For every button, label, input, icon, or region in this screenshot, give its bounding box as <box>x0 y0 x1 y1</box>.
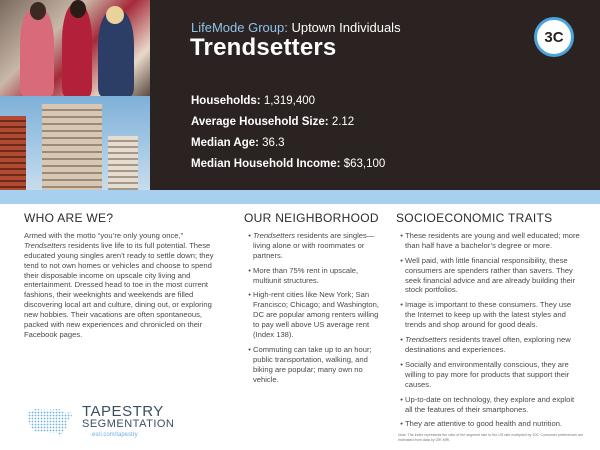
shoppers-photo <box>0 0 150 96</box>
list-item: • Socially and environmentally conscious, they are willing to pay more for products that support their causes. <box>405 360 582 390</box>
stat-median-age: Median Age: 36.3 <box>191 137 285 149</box>
list-item: • They are attentive to good health and nutrition. <box>405 419 582 429</box>
us-map-icon <box>25 405 75 439</box>
group-prefix: LifeMode Group: <box>191 20 292 35</box>
logo-line-1: TAPESTRY <box>82 403 164 420</box>
group-name: Uptown Individuals <box>291 20 401 35</box>
segment-code-badge: 3C <box>534 17 574 57</box>
stat-median-income: Median Household Income: $63,100 <box>191 158 386 170</box>
list-item: • Trendsetters residents travel often, exploring new destinations and experiences. <box>405 335 582 355</box>
who-are-we-section <box>24 211 222 340</box>
list-item: • Up-to-date on technology, they explore and exploit all the features of their smartphones. <box>405 395 582 415</box>
list-item: • Commuting can take up to an hour; public transportation, walking, and biking are popular; many own no vehicle. <box>253 345 379 385</box>
list-item: • High-rent cities like New York; San Francisco; Chicago; and Washington, DC are popular among renters willing to pay well above US average rent (Index 138). <box>253 290 379 340</box>
page-title: Trendsetters <box>190 34 337 61</box>
list-item: • Well paid, with little financial responsibility, these consumers are spenders rather than savers. They seek financial advice and are already building their stock portfolios. <box>405 256 582 296</box>
footnote: Note: The index represents the ratio of the segment rate to the US rate multiplied by 100. Consumer preferences are estimated from data by GfK MRI. <box>398 433 584 442</box>
logo-url[interactable]: esri.com/tapestry <box>92 432 138 438</box>
list-item: • These residents are young and well educated; more than half have a bachelor’s degree or more. <box>405 231 582 251</box>
who-heading: WHO ARE WE? <box>24 211 114 225</box>
socio-heading: SOCIOECONOMIC TRAITS <box>396 211 553 225</box>
list-item: • Image is important to these consumers. They use the Internet to keep up with the latest styles and trends and shop around for good deals. <box>405 300 582 330</box>
list-item: • Trendsetters residents are singles—living alone or with roommates or partners. <box>253 231 379 261</box>
highrise-photo <box>0 96 150 190</box>
divider-band <box>0 190 600 204</box>
socioeconomic-section <box>396 211 582 434</box>
stat-household-size: Average Household Size: 2.12 <box>191 116 355 128</box>
who-body: Armed with the motto “you’re only young once,” Trendsetters residents live life to its full potential. These educated young singles aren’t ready to settle down; they tend to not own homes or vehicles and choose to spend their disposable income on upscale city living and entertainment. Dressed head to toe in the most current fashions, their weeknights and weekends are filled discovering local art and culture, dining out, or exploring new hobbies. Their vacations are often spontaneous, packed with new experiences and chronicled on their Facebook pages. <box>24 230 214 339</box>
neighborhood-section <box>244 211 379 390</box>
lifemode-group <box>191 20 401 35</box>
logo-line-2: SEGMENTATION <box>82 418 175 430</box>
list-item: • More than 75% rent in upscale, multiunit structures. <box>253 266 379 286</box>
stats-block <box>191 91 385 175</box>
neighborhood-heading: OUR NEIGHBORHOOD <box>244 211 379 225</box>
stat-households: Households: 1,319,400 <box>191 95 316 107</box>
